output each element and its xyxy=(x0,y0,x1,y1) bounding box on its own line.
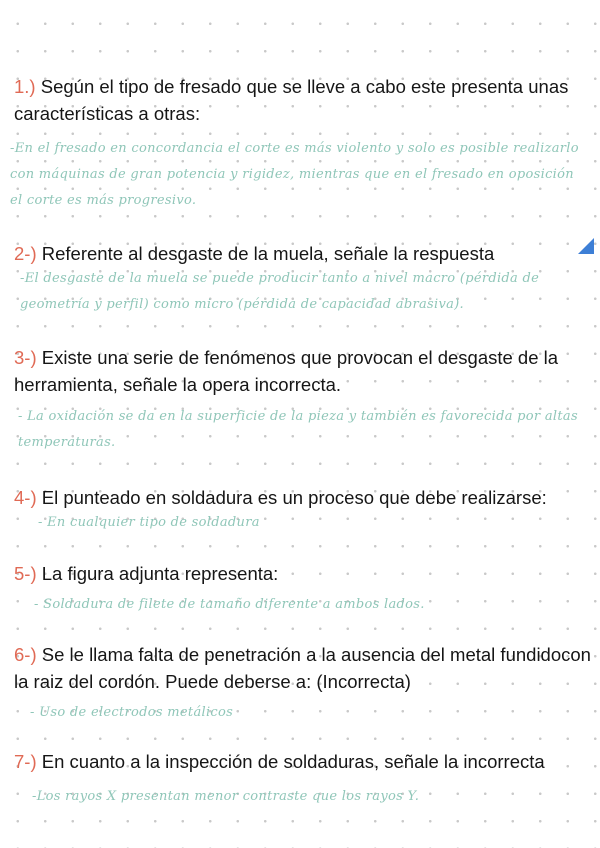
question-number: 4-) xyxy=(14,487,37,508)
question-number: 2-) xyxy=(14,243,37,264)
handwritten-answer-3: - La oxidación se da en la superficie de la pieza y también es favorecida por altas temperaturas. xyxy=(18,409,578,450)
question-number: 3-) xyxy=(14,347,37,368)
question-text: El punteado en soldadura es un proceso que debe realizarse: xyxy=(41,487,547,508)
question-5 xyxy=(14,560,594,587)
question-3 xyxy=(14,344,594,398)
question-text: Según el tipo de fresado que se lleve a cabo este presenta unas características a otras: xyxy=(14,76,569,124)
handwritten-answer-5: - Soldadura de filete de tamaño diferente a ambos lados. xyxy=(34,597,425,612)
question-text: La figura adjunta representa: xyxy=(41,563,279,584)
question-number: 1.) xyxy=(14,76,36,97)
handwritten-answer-1: -En el fresado en concordancia el corte es más violento y solo es posible realizarlo con máquinas de gran potencia y rigidez, mientras que en el fresado en oposición el corte es más progresivo. xyxy=(10,141,579,208)
question-number: 5-) xyxy=(14,563,37,584)
handwritten-answer-7: -Los rayos X presentan menor contraste que los rayos Y. xyxy=(32,789,420,804)
page-corner-marker[interactable] xyxy=(578,238,594,254)
handwritten-answer-6: - Uso de electrodos metálicos xyxy=(30,705,234,720)
question-text: Referente al desgaste de la muela, señale la respuesta xyxy=(41,243,495,264)
question-text: Se le llama falta de penetración a la ausencia del metal fundidocon la raiz del cordón. Puede deberse a: (Incorrecta) xyxy=(14,644,591,692)
question-1 xyxy=(14,73,594,127)
question-text: Existe una serie de fenómenos que provocan el desgaste de la herramienta, señale la opera incorrecta. xyxy=(14,347,559,395)
question-2 xyxy=(14,240,594,267)
question-number: 6-) xyxy=(14,644,37,665)
question-number: 7-) xyxy=(14,751,37,772)
question-6 xyxy=(14,641,594,695)
question-text: En cuanto a la inspección de soldaduras, señale la incorrecta xyxy=(41,751,545,772)
handwritten-answer-2: -El desgaste de la muela se puede producir tanto a nivel macro (pérdida de geometría y perfil) como micro (pérdida de capacidad abrasiva). xyxy=(20,271,540,312)
handwritten-answer-4: - En cualquier tipo de soldadura xyxy=(38,515,260,530)
question-7 xyxy=(14,748,594,775)
question-4 xyxy=(14,484,594,511)
